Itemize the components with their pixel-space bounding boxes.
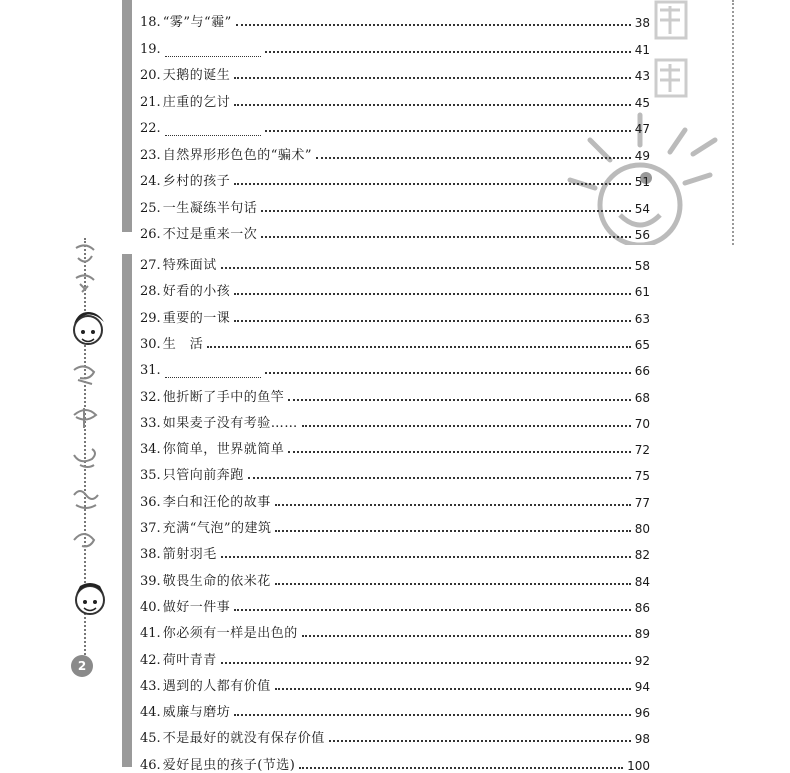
toc-dot-leader (234, 320, 631, 322)
toc-entry[interactable] (140, 724, 650, 746)
toc-entry-title: 生 活 (162, 336, 204, 352)
toc-entry[interactable] (140, 698, 650, 720)
toc-entry[interactable] (140, 619, 650, 641)
toc-entry-page: 98 (634, 732, 650, 747)
toc-dot-leader (221, 556, 631, 558)
toc-entry-number: 18. (140, 15, 161, 30)
toc-entry-number: 39. (140, 573, 161, 589)
toc-entry[interactable] (140, 435, 650, 457)
toc-entry-number: 40. (140, 599, 161, 615)
toc-entry-title: 如果麦子没有考验…… (162, 415, 298, 431)
toc-dot-leader (221, 267, 631, 269)
toc-entry-number: 20. (140, 68, 161, 83)
toc-entry[interactable] (140, 35, 650, 57)
toc-entry-number: 24. (140, 174, 161, 189)
toc-entry-page: 70 (634, 416, 650, 431)
toc-entry[interactable] (140, 540, 650, 562)
toc-entry-page: 45 (634, 95, 650, 110)
toc-entry[interactable] (140, 488, 650, 510)
toc-entry-title: 你简单，世界就简单 (162, 442, 285, 458)
toc-dot-leader (275, 530, 630, 532)
toc-entry-page: 56 (634, 228, 650, 242)
toc-entry-number: 38. (140, 547, 161, 563)
toc-entry-number: 42. (140, 652, 161, 668)
toc-entry-title: 天鹅的诞生 (162, 68, 231, 83)
toc-entry-number: 21. (140, 94, 161, 110)
toc-entry-page: 54 (634, 201, 650, 216)
toc-entry[interactable] (140, 114, 650, 136)
toc-entry[interactable] (140, 251, 650, 273)
toc-dot-leader (265, 130, 631, 132)
toc-entry-title: 一生凝练半句话 (162, 200, 258, 216)
toc-entry[interactable] (140, 672, 650, 694)
toc-entry-number: 41. (140, 626, 161, 642)
toc-entry-page: 80 (634, 522, 650, 536)
toc-dot-leader (207, 346, 631, 348)
toc-entry-title: 李白和汪伦的故事 (162, 494, 271, 510)
toc-entry-number: 26. (140, 227, 161, 242)
toc-entry-title: 庄重的乞讨 (162, 94, 231, 110)
toc-entry[interactable] (140, 383, 650, 405)
toc-dot-leader (234, 714, 631, 716)
toc-entry-number: 44. (140, 705, 161, 721)
page-number-badge: 2 (71, 655, 93, 677)
toc-entry-page: 49 (634, 148, 650, 163)
toc-entry-title: 做好一件事 (162, 599, 231, 615)
toc-entry-number: 29. (140, 310, 161, 326)
toc-entry-title: 他折断了手中的鱼竿 (162, 389, 285, 405)
toc-entry-page: 47 (634, 122, 650, 136)
toc-entry-number: 35. (140, 468, 161, 484)
toc-entry-page: 61 (634, 285, 650, 300)
toc-entry-title: 威廉与磨坊 (162, 705, 231, 721)
toc-entry[interactable] (140, 304, 650, 326)
toc-entry-page: 96 (634, 706, 650, 721)
toc-entry-title: 敬畏生命的依米花 (162, 573, 271, 589)
toc-entry[interactable] (140, 409, 650, 431)
toc-entry-page: 41 (634, 42, 650, 57)
toc-dot-leader (265, 372, 631, 374)
toc-dot-leader (275, 688, 631, 690)
toc-entry-page: 77 (634, 495, 650, 510)
toc-entry-number: 22. (140, 121, 161, 136)
toc-dot-leader (236, 24, 631, 26)
toc-dot-leader (288, 399, 631, 401)
toc-entry-page: 100 (627, 758, 650, 773)
toc-entry-page: 58 (634, 259, 650, 273)
toc-entry-page: 63 (634, 311, 650, 326)
toc-dot-leader (248, 477, 631, 479)
toc-dot-leader (234, 183, 631, 185)
toc-entry-page: 82 (634, 548, 650, 563)
toc-entry-page: 89 (634, 627, 650, 642)
toc-entry-title: 重要的一课 (162, 310, 231, 326)
toc-entry-page: 75 (634, 469, 650, 484)
toc-entry-blank-line (165, 364, 261, 378)
toc-entry-page: 68 (634, 390, 650, 405)
toc-entry-number: 46. (140, 757, 161, 773)
toc-entry-number: 23. (140, 147, 161, 163)
toc-entry[interactable] (140, 277, 650, 299)
toc-entry[interactable] (140, 220, 650, 242)
toc-entry-number: 19. (140, 41, 161, 57)
toc-entry[interactable] (140, 751, 650, 773)
toc-entry[interactable] (140, 514, 650, 536)
toc-dot-leader (288, 451, 631, 453)
toc-entry-number: 33. (140, 415, 161, 431)
toc-entry[interactable] (140, 567, 650, 589)
toc-dot-leader (234, 77, 631, 79)
toc-entry-page: 72 (634, 443, 650, 458)
toc-entry-title: 荷叶青青 (162, 652, 217, 668)
toc-entry-title: 不是最好的就没有保存价值 (162, 731, 325, 747)
toc-entry[interactable] (140, 646, 650, 668)
toc-entry-title: 不过是重来一次 (162, 227, 258, 242)
toc-entry-blank-line (165, 43, 261, 57)
toc-entry-title: 爱好昆虫的孩子(节选) (162, 757, 296, 773)
toc-entry-page: 43 (634, 69, 650, 83)
toc-dot-leader (302, 635, 631, 637)
toc-entry-number: 25. (140, 200, 161, 216)
toc-dot-leader (261, 236, 631, 238)
toc-entry[interactable] (140, 141, 650, 163)
toc-entry-title: 你必须有一样是出色的 (162, 626, 298, 642)
toc-entry[interactable] (140, 194, 650, 216)
toc-entry-number: 37. (140, 521, 161, 536)
toc-entry-page: 38 (634, 16, 650, 30)
toc-entry-page: 86 (634, 600, 650, 615)
toc-entry-number: 31. (140, 363, 161, 379)
toc-entry-number: 34. (140, 442, 161, 458)
toc-entry-number: 28. (140, 284, 161, 300)
toc-entry-page: 51 (634, 175, 650, 189)
toc-entry-title: 乡村的孩子 (162, 174, 231, 189)
toc-entry[interactable] (140, 167, 650, 189)
toc-entry[interactable] (140, 8, 650, 30)
margin-bar-bottom (122, 254, 132, 767)
toc-entry-page: 84 (634, 574, 650, 589)
margin-bar-top (122, 0, 132, 232)
toc-entry-title: “雾”与“霾” (162, 15, 232, 30)
toc-entry[interactable] (140, 356, 650, 378)
toc-entry-number: 36. (140, 494, 161, 510)
toc-entry-number: 30. (140, 336, 161, 352)
toc-dot-leader (302, 425, 631, 427)
toc-entry[interactable] (140, 461, 650, 483)
toc-dot-leader (265, 51, 631, 53)
toc-entry-number: 43. (140, 678, 161, 694)
toc-entry-title: 充满“气泡”的建筑 (162, 521, 272, 536)
toc-entry-number: 45. (140, 731, 161, 747)
toc-entry-page: 65 (634, 337, 650, 352)
toc-entry[interactable] (140, 88, 650, 110)
toc-entry-title: 箭射羽毛 (162, 547, 217, 563)
toc-entry-page: 66 (634, 364, 650, 379)
toc-entry[interactable] (140, 593, 650, 615)
toc-entry[interactable] (140, 61, 650, 83)
toc-entry-number: 27. (140, 258, 161, 273)
toc-dot-leader (234, 104, 631, 106)
toc-dot-leader (261, 210, 631, 212)
toc-dot-leader (316, 157, 631, 159)
toc-dot-leader (275, 504, 631, 506)
side-decoration-illustration (66, 240, 116, 620)
toc-dot-leader (234, 293, 631, 295)
toc-entry-title: 遇到的人都有价值 (162, 678, 271, 694)
toc-entry-page: 92 (634, 653, 650, 668)
toc-entry-title: 自然界形形色色的“骗术” (162, 147, 312, 163)
toc-entry-title: 特殊面试 (162, 258, 217, 273)
toc-entry-page: 94 (634, 679, 650, 694)
toc-entry[interactable] (140, 330, 650, 352)
toc-dot-leader (329, 740, 631, 742)
toc-entry-title: 好看的小孩 (162, 284, 231, 300)
toc-dot-leader (221, 662, 631, 664)
toc-entry-number: 32. (140, 389, 161, 405)
toc-dot-leader (275, 583, 631, 585)
toc-entry-blank-line (165, 122, 261, 136)
toc-entry-title: 只管向前奔跑 (162, 468, 244, 484)
toc-dot-leader (234, 609, 631, 611)
